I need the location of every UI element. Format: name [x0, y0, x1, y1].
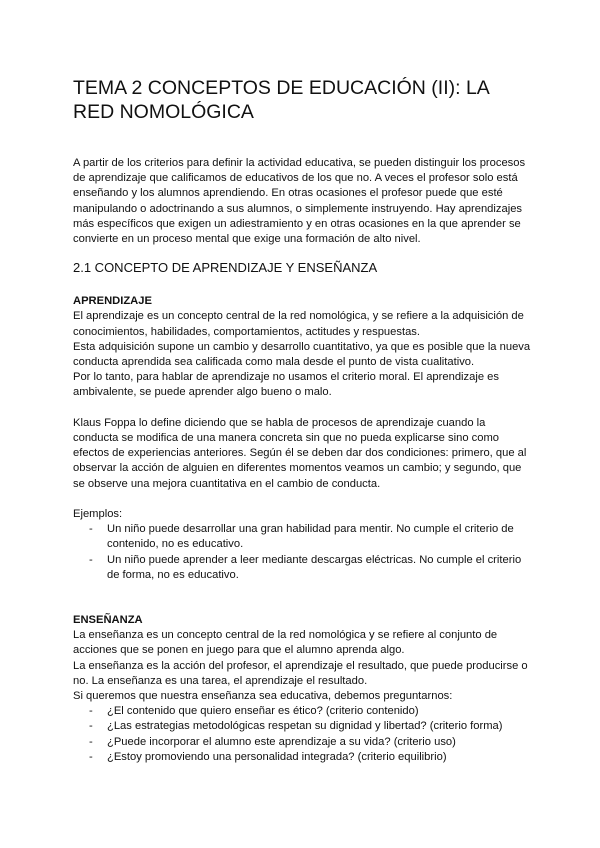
document-title: TEMA 2 CONCEPTOS DE EDUCACIÓN (II): LA RED NOMOLÓGICA [73, 77, 489, 123]
aprendizaje-section [73, 294, 533, 583]
aprendizaje-paragraph-3: Por lo tanto, para hablar de aprendizaje no usamos el criterio moral. El aprendizaje es ambivalente, se puede aprender algo bueno o malo. [73, 371, 499, 399]
list-item: - ¿Las estrategias metodológicas respetan su dignidad y libertad? (criterio forma) [73, 719, 533, 734]
ensenanza-section [73, 613, 533, 765]
aprendizaje-paragraph-2: Esta adquisición supone un cambio y desarrollo cuantitativo, ya que es posible que la nueva conducta aprendida sea calificada como mala desde el punto de vista cualitativo. [73, 340, 531, 369]
document-body [73, 76, 533, 765]
spacer [73, 401, 533, 416]
list-item: - ¿Puede incorporar el alumno este aprendizaje a su vida? (criterio uso) [73, 735, 533, 750]
list-item: - Un niño puede aprender a leer mediante descargas eléctricas. No cumple el criterio de forma, no es educativo. [73, 553, 533, 583]
aprendizaje-heading: APRENDIZAJE [73, 295, 152, 308]
list-item: - ¿El contenido que quiero enseñar es ético? (criterio contenido) [73, 704, 533, 719]
examples-list [73, 522, 533, 583]
examples-label: Ejemplos: [73, 508, 123, 521]
section-title: 2.1 CONCEPTO DE APRENDIZAJE Y ENSEÑANZA [73, 260, 378, 276]
intro-paragraph: A partir de los criterios para definir la actividad educativa, se pueden distinguir los procesos de aprendizaje que calificamos de educativos de los que no. A veces el profesor solo está enseñando y los alumnos aprendiendo. En otras ocasiones el profesor puede que esté manipulando o adoctrinando a sus alumnos, o simplemente instruyendo. Hay aprendizajes más específicos que exigen un adiestramiento y en otras ocasiones en la que aprender se convierte en un proceso mental que exige una formación de alto nivel. [73, 157, 526, 246]
list-item: - ¿Estoy promoviendo una personalidad integrada? (criterio equilibrio) [73, 750, 533, 765]
ensenanza-paragraph-2: La enseñanza es la acción del profesor, el aprendizaje el resultado, que puede producirse o no. La enseñanza es una tarea, el aprendizaje el resultado. [73, 659, 528, 687]
ensenanza-paragraph-3: Si queremos que nuestra enseñanza sea educativa, debemos preguntarnos: [73, 690, 453, 703]
questions-list [73, 704, 533, 765]
aprendizaje-paragraph-4: Klaus Foppa lo define diciendo que se habla de procesos de aprendizaje cuando la conducta se modifica de una manera concreta sin que no pueda explicarse sino como efectos de experiencias anteriores. Según él se deben dar dos condiciones: primero, que al observar la acción de alguien en diferentes momentos veamos un cambio; y segundo, que se observe una mejora cuantitativa en el cambio de conducta. [73, 416, 527, 490]
ensenanza-paragraph-1: La enseñanza es un concepto central de la red nomológica y se refiere al conjunto de acciones que se ponen en juego para que el alumno aprenda algo. [73, 629, 498, 657]
ensenanza-heading: ENSEÑANZA [73, 614, 143, 627]
list-item: - Un niño puede desarrollar una gran habilidad para mentir. No cumple el criterio de contenido, no es educativo. [73, 522, 533, 552]
spacer [73, 492, 533, 507]
aprendizaje-paragraph-1: El aprendizaje es un concepto central de la red nomológica, y se refiere a la adquisición de conocimientos, habilidades, comportamientos, actitudes y respuestas. [73, 310, 524, 338]
